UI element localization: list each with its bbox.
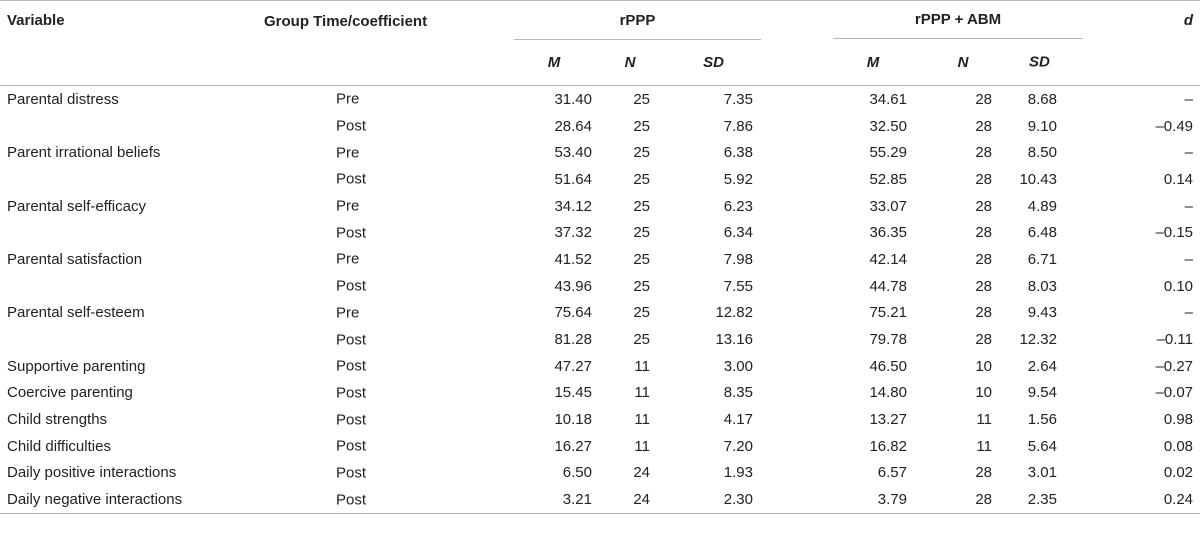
group-time-header-label: Group Time/coefficient <box>264 13 428 31</box>
abm-sd-value: 5.64 <box>1027 437 1057 455</box>
abm-sd-value: 8.68 <box>1027 90 1057 108</box>
rppp-n-cell: 24 <box>633 464 650 482</box>
abm-sd-d-cell <box>1013 273 1200 300</box>
abm-n-cell: 28 <box>975 250 992 268</box>
table-row <box>0 219 1200 246</box>
rppp-sd-cell: 3.00 <box>723 357 753 375</box>
rppp-n-cell: 25 <box>633 117 650 135</box>
table-row <box>0 139 1200 166</box>
abm-n-cell: 28 <box>975 224 992 242</box>
abm-n-cell: 28 <box>975 170 992 188</box>
time-cell <box>336 460 514 487</box>
variable-header: Variable <box>7 11 65 29</box>
abm-m-cell: 14.80 <box>869 384 907 402</box>
rppp-sd-cell: 5.92 <box>723 170 753 188</box>
abm-sd-value: 3.01 <box>1027 464 1057 482</box>
table-row <box>0 113 1200 140</box>
rppp-n-cell: 25 <box>633 90 650 108</box>
abm-n-cell: 11 <box>976 437 992 455</box>
table-row <box>0 353 1200 380</box>
rppp-sd-cell: 4.17 <box>723 411 753 429</box>
time-label: Post <box>336 170 367 188</box>
abm-sd-value: 9.10 <box>1027 117 1057 135</box>
variable-cell: Parental self-efficacy <box>7 197 146 215</box>
variable-cell: Coercive parenting <box>7 384 133 402</box>
variable-cell: Child difficulties <box>7 437 111 455</box>
variable-cell: Daily negative interactions <box>0 486 336 513</box>
time-cell <box>336 433 514 460</box>
effect-size-d: 0.98 <box>1163 411 1194 429</box>
abm-sd-d-cell <box>1013 353 1200 380</box>
table-row <box>0 193 1200 220</box>
time-label: Post <box>336 224 367 242</box>
abm-n-cell: 28 <box>975 117 992 135</box>
rppp-sd-cell: 6.34 <box>723 224 753 242</box>
abm-sd-value: 2.35 <box>1027 491 1057 509</box>
abm-sd-d-cell <box>1013 486 1200 513</box>
n1-header: N <box>624 54 636 71</box>
variable-cell: Parent irrational beliefs <box>7 144 161 162</box>
abm-sd-value: 9.54 <box>1027 384 1057 402</box>
abm-m-cell: 16.82 <box>869 437 907 455</box>
abm-m-cell: 52.85 <box>869 170 907 188</box>
rppp-sd-cell: 7.86 <box>723 117 753 135</box>
abm-sd-d-cell <box>1013 326 1200 353</box>
abm-m-cell: 13.27 <box>869 411 907 429</box>
abm-sd-d-cell <box>1013 166 1200 193</box>
rppp-n-cell: 25 <box>633 144 650 162</box>
abm-sd-value: 2.64 <box>1027 357 1057 375</box>
table-row <box>0 246 1200 273</box>
abm-m-cell: 36.35 <box>869 224 907 242</box>
rppp-sd-cell: 2.30 <box>666 486 761 513</box>
rppp-sd-cell: 7.98 <box>723 250 753 268</box>
abm-sd-value: 1.56 <box>1027 411 1057 429</box>
rppp-m-cell: 28.64 <box>554 117 592 135</box>
rppp-n-cell: 24 <box>594 486 666 513</box>
rppp-m-cell: 34.12 <box>554 197 592 215</box>
rppp-m-cell: 6.50 <box>562 464 592 482</box>
abm-sd-d-cell <box>1013 300 1200 327</box>
time-label: Post <box>336 331 367 349</box>
abm-n-cell: 10 <box>975 384 992 402</box>
variable-cell: Parental self-esteem <box>7 304 145 322</box>
effect-size-d: – <box>1184 90 1194 108</box>
rppp-sd-cell: 7.35 <box>723 90 753 108</box>
abm-sd-value: 8.50 <box>1027 144 1057 162</box>
m2-header: M <box>866 53 880 71</box>
abm-sd-d-cell <box>1013 139 1200 166</box>
time-label: Pre <box>336 250 360 268</box>
time-cell <box>336 273 514 300</box>
d-header: d <box>1183 11 1194 29</box>
rppp-m-cell: 16.27 <box>554 437 592 455</box>
variable-cell: Child strengths <box>7 411 108 429</box>
rppp-sd-cell: 7.20 <box>723 437 753 455</box>
abm-sd-d-cell <box>1013 86 1200 113</box>
rppp-n-cell: 11 <box>634 384 650 402</box>
rppp-n-cell: 25 <box>633 250 650 268</box>
time-cell <box>336 380 514 407</box>
abm-m-cell: 34.61 <box>869 90 907 108</box>
rppp-sd-cell: 8.35 <box>723 384 753 402</box>
rppp-m-cell: 10.18 <box>554 411 592 429</box>
time-cell <box>336 300 514 327</box>
time-label: Post <box>336 411 367 429</box>
abm-sd-value: 10.43 <box>1019 170 1057 188</box>
group2-header: rPPP + ABM <box>833 1 1083 39</box>
variable-cell <box>0 326 336 353</box>
header-row-groups <box>0 1 1200 40</box>
effect-size-d: 0.08 <box>1163 437 1194 455</box>
sd2-header: SD <box>1029 53 1050 71</box>
effect-size-d: –0.07 <box>1155 384 1194 402</box>
time-cell <box>336 139 514 166</box>
abm-sd-value: 9.43 <box>1027 304 1057 322</box>
table-row <box>0 406 1200 433</box>
effect-size-d: 0.10 <box>1163 277 1194 295</box>
rppp-sd-cell: 13.16 <box>715 331 753 349</box>
table-row <box>0 86 1200 113</box>
rppp-sd-cell: 12.82 <box>715 304 753 322</box>
time-label: Post <box>336 357 367 375</box>
effect-size-d: –0.49 <box>1155 117 1194 135</box>
abm-n-cell: 28 <box>975 197 992 215</box>
effect-size-d: – <box>1184 250 1194 268</box>
rppp-m-cell: 43.96 <box>554 277 592 295</box>
abm-n-cell: 28 <box>975 90 992 108</box>
variable-cell: Parental distress <box>7 90 119 108</box>
group-time-header <box>264 1 514 40</box>
rppp-n-cell: 25 <box>633 224 650 242</box>
time-cell <box>336 246 514 273</box>
abm-m-cell: 46.50 <box>869 357 907 375</box>
time-cell <box>336 486 514 513</box>
time-label: Pre <box>336 144 360 162</box>
time-cell <box>336 86 514 113</box>
abm-n-cell: 28 <box>975 304 992 322</box>
table-row <box>0 460 1200 487</box>
time-label: Post <box>336 384 367 402</box>
time-cell <box>336 113 514 140</box>
abm-sd-d-cell <box>1013 193 1200 220</box>
time-label: Post <box>336 491 367 509</box>
rppp-m-cell: 47.27 <box>554 357 592 375</box>
variable-cell <box>0 273 336 300</box>
abm-sd-value: 6.48 <box>1027 224 1057 242</box>
table-row <box>0 326 1200 353</box>
abm-m-cell: 44.78 <box>869 277 907 295</box>
table-row <box>0 486 1200 513</box>
abm-sd-value: 12.32 <box>1019 331 1057 349</box>
rppp-m-cell: 31.40 <box>554 90 592 108</box>
abm-n-cell: 28 <box>913 486 1013 513</box>
time-cell <box>336 166 514 193</box>
rppp-sd-cell: 6.23 <box>723 197 753 215</box>
effect-size-d: –0.15 <box>1155 224 1194 242</box>
rppp-m-cell: 37.32 <box>554 224 592 242</box>
variable-cell: Daily positive interactions <box>7 464 177 482</box>
abm-n-cell: 28 <box>975 144 992 162</box>
effect-size-d: –0.11 <box>1156 331 1194 349</box>
abm-m-cell: 75.21 <box>869 304 907 322</box>
time-label: Pre <box>336 197 360 215</box>
time-cell <box>336 353 514 380</box>
time-cell <box>336 193 514 220</box>
rppp-n-cell: 25 <box>633 197 650 215</box>
time-label: Pre <box>336 304 360 322</box>
abm-sd-value: 6.71 <box>1027 250 1057 268</box>
n2-header: N <box>957 53 969 71</box>
table-row <box>0 300 1200 327</box>
abm-m-cell: 42.14 <box>869 250 907 268</box>
abm-sd-d-cell <box>1013 406 1200 433</box>
rppp-m-cell: 3.21 <box>514 486 594 513</box>
abm-m-cell: 55.29 <box>869 144 907 162</box>
time-label: Post <box>336 437 367 455</box>
time-label: Post <box>336 464 367 482</box>
rppp-n-cell: 11 <box>634 357 650 375</box>
group1-header: rPPP <box>514 1 761 40</box>
abm-sd-d-cell <box>1013 246 1200 273</box>
variable-cell <box>0 166 336 193</box>
abm-sd-d-cell <box>1013 219 1200 246</box>
sd2-header-cell <box>1013 40 1200 86</box>
abm-sd-value: 4.89 <box>1027 197 1057 215</box>
table-row <box>0 380 1200 407</box>
abm-n-cell: 10 <box>975 357 992 375</box>
rppp-n-cell: 11 <box>634 437 650 455</box>
abm-m-cell: 32.50 <box>869 117 907 135</box>
rppp-m-cell: 75.64 <box>554 304 592 322</box>
rppp-sd-cell: 1.93 <box>723 464 753 482</box>
rppp-m-cell: 51.64 <box>554 170 592 188</box>
effect-size-d: 0.02 <box>1163 464 1194 482</box>
time-label: Post <box>336 277 367 295</box>
abm-n-cell: 28 <box>975 331 992 349</box>
group2-cell <box>833 1 1200 40</box>
m1-header: M <box>547 54 561 71</box>
rppp-m-cell: 81.28 <box>554 331 592 349</box>
table-row <box>0 273 1200 300</box>
time-cell <box>336 406 514 433</box>
abm-n-cell: 28 <box>975 277 992 295</box>
abm-n-cell: 28 <box>975 464 992 482</box>
abm-sd-d-cell <box>1013 433 1200 460</box>
rppp-sd-cell: 6.38 <box>723 144 753 162</box>
abm-m-cell: 79.78 <box>869 331 907 349</box>
variable-cell <box>0 113 336 140</box>
table-row <box>0 166 1200 193</box>
variable-cell <box>0 219 336 246</box>
table-row <box>0 433 1200 460</box>
variable-cell: Supportive parenting <box>7 357 146 375</box>
abm-m-cell: 33.07 <box>869 197 907 215</box>
abm-sd-d-cell <box>1013 460 1200 487</box>
effect-size-d: – <box>1184 304 1194 322</box>
rppp-n-cell: 25 <box>633 277 650 295</box>
abm-n-cell: 11 <box>976 411 992 429</box>
rppp-m-cell: 41.52 <box>554 250 592 268</box>
abm-sd-d-cell <box>1013 113 1200 140</box>
variable-cell: Parental satisfaction <box>7 250 143 268</box>
rppp-n-cell: 11 <box>634 411 650 429</box>
abm-sd-d-cell <box>1013 380 1200 407</box>
effect-size-d: –0.27 <box>1155 357 1194 375</box>
rppp-m-cell: 53.40 <box>554 144 592 162</box>
header-row-stats <box>0 40 1200 86</box>
rppp-n-cell: 25 <box>633 331 650 349</box>
effect-size-d: – <box>1184 144 1194 162</box>
abm-m-cell: 3.79 <box>833 486 913 513</box>
sd1-header: SD <box>703 54 724 71</box>
effect-size-d: 0.14 <box>1163 170 1194 188</box>
time-label: Post <box>336 117 367 135</box>
time-label: Pre <box>336 90 360 108</box>
rppp-n-cell: 25 <box>633 304 650 322</box>
time-cell <box>336 219 514 246</box>
effect-size-d: 0.24 <box>1163 491 1194 509</box>
effect-size-d: – <box>1184 197 1194 215</box>
rppp-sd-cell: 7.55 <box>723 277 753 295</box>
rppp-m-cell: 15.45 <box>554 384 592 402</box>
abm-m-cell: 6.57 <box>877 464 907 482</box>
abm-sd-value: 8.03 <box>1027 277 1057 295</box>
rppp-n-cell: 25 <box>633 170 650 188</box>
time-cell <box>336 326 514 353</box>
